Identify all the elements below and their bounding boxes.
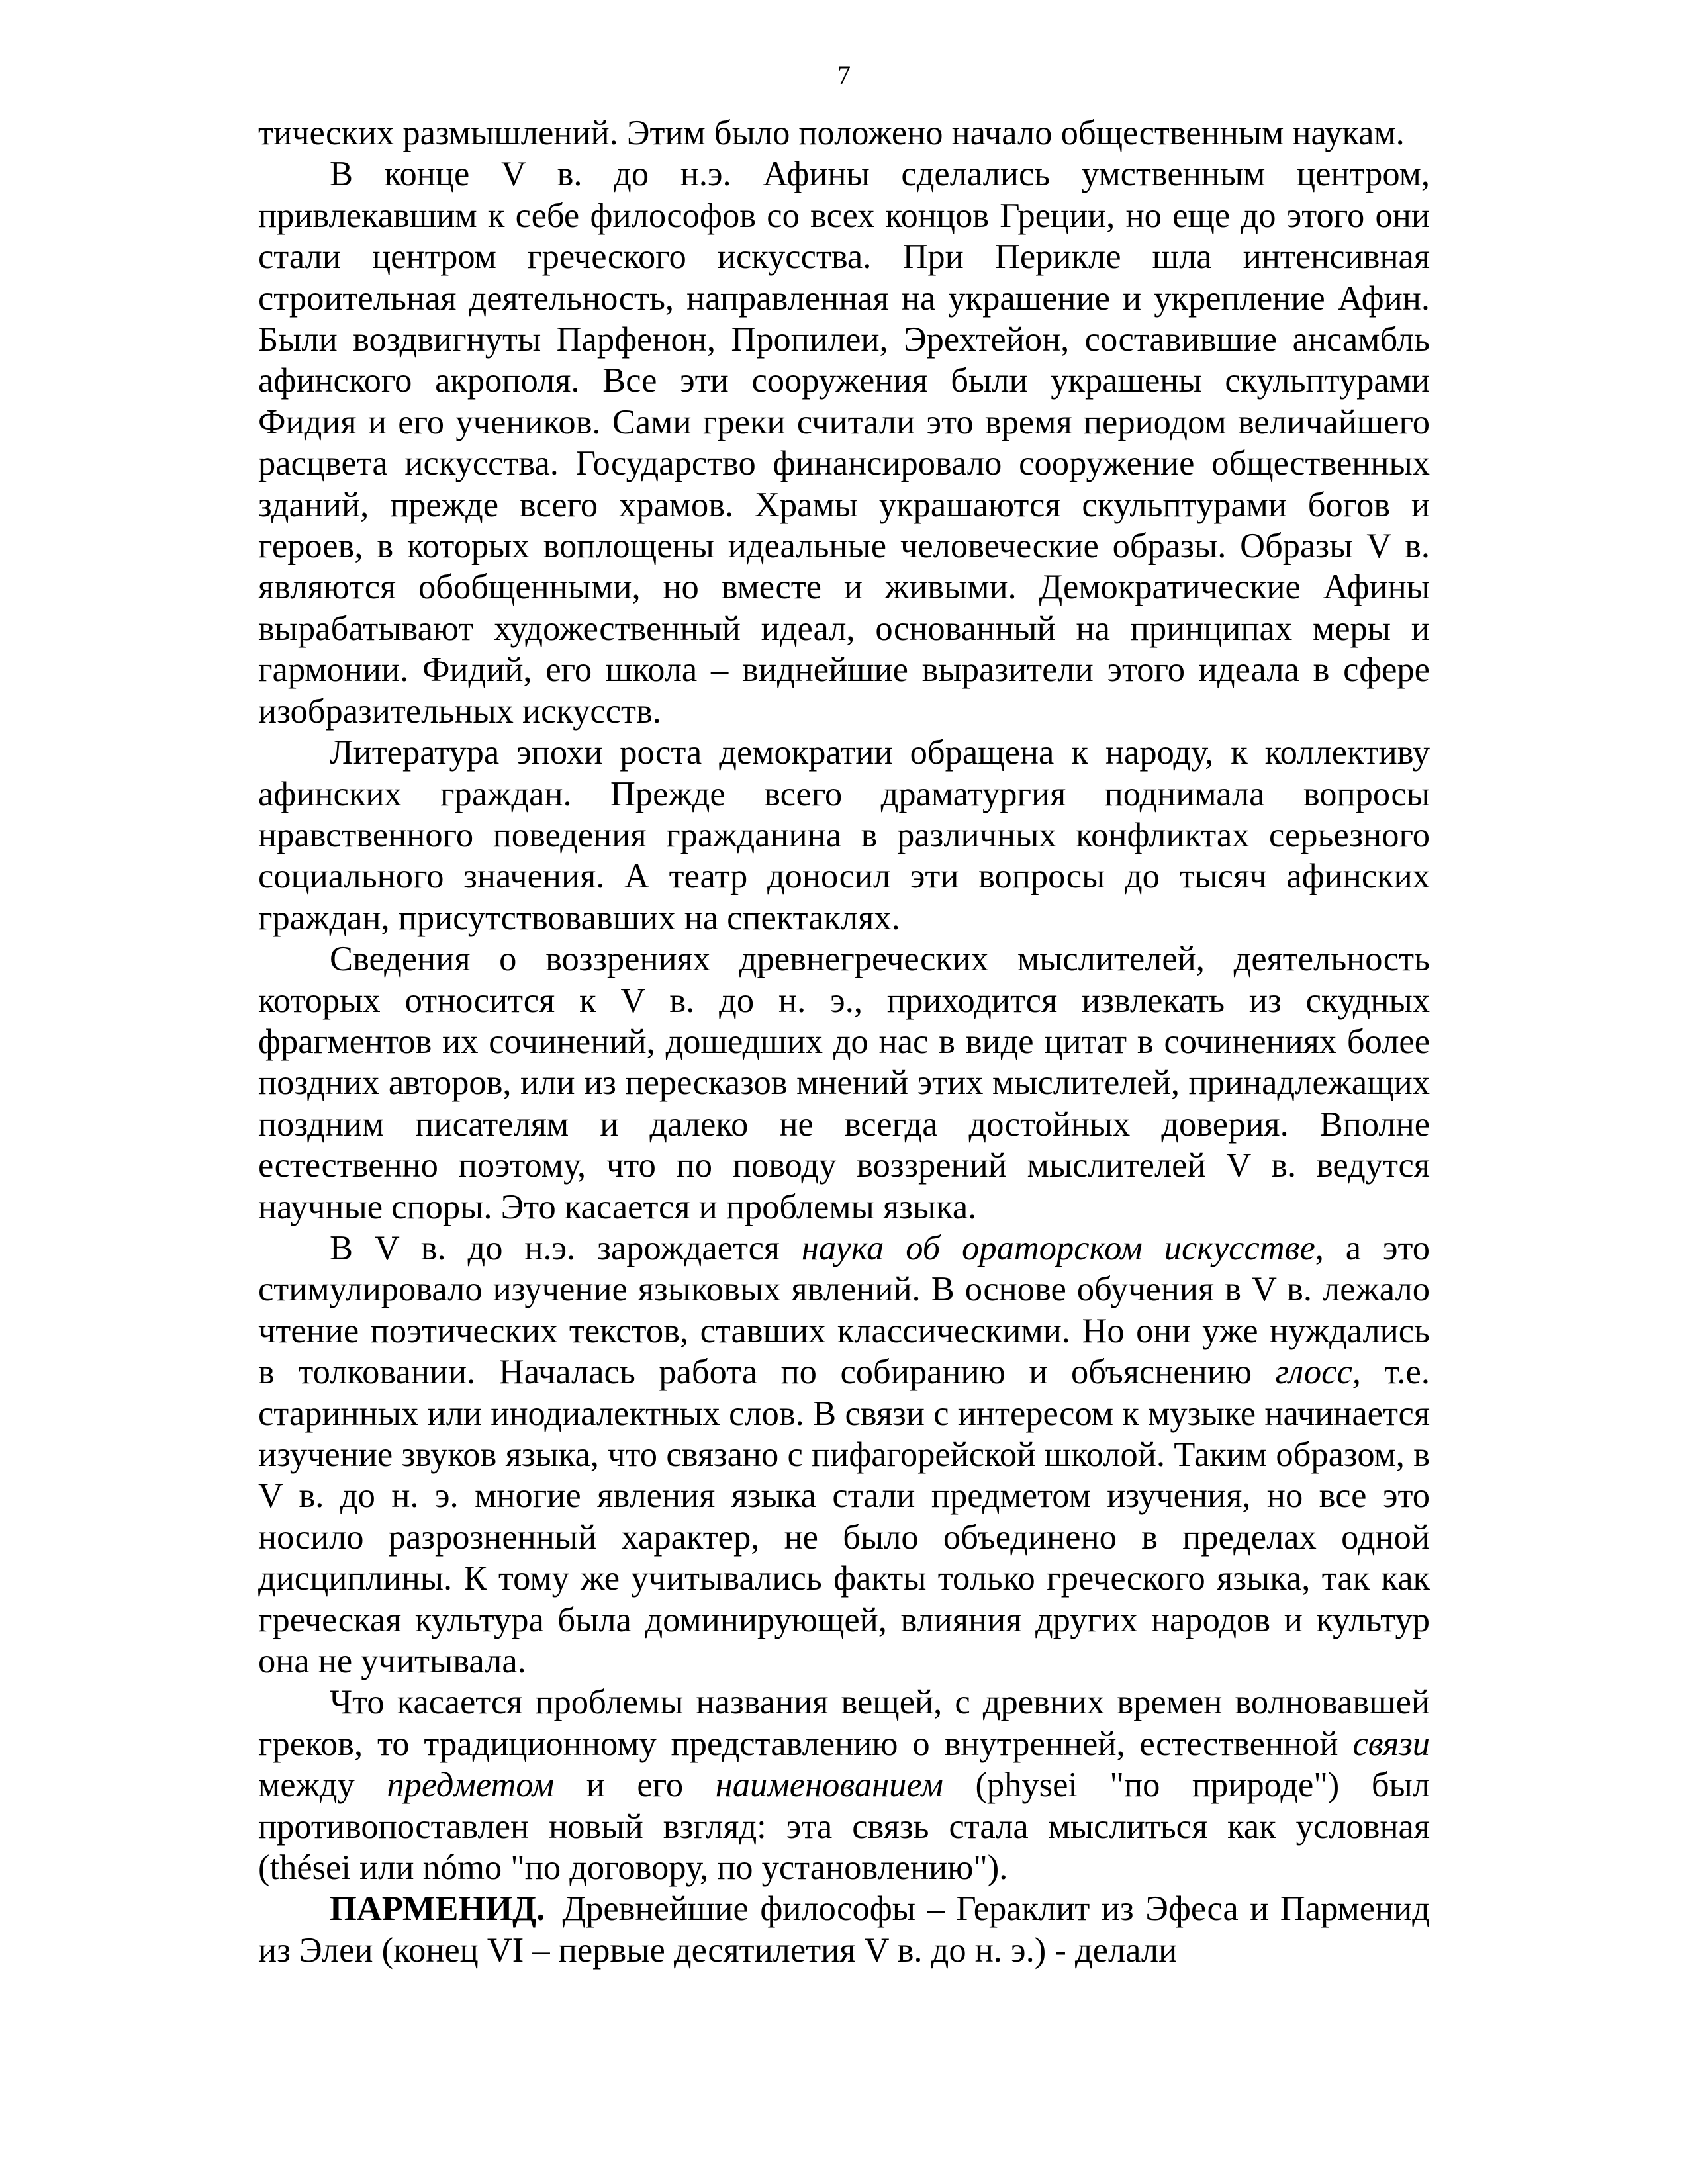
paragraph-text: Древнейшие философы – Гераклит из Эфеса и Парменид из Элеи (конец VI – первые десятилетия V в. до н. э.) - делали	[258, 1889, 1430, 1970]
italic-term-oratory: наука об ораторском искусстве	[801, 1228, 1315, 1267]
paragraph-text: Что касается проблемы названия вещей, с древних времен волновавшей греков, то традиционному представлению о внутренней, естественной	[258, 1683, 1430, 1763]
paragraph-text: Литература эпохи роста демократии обращена к народу, к коллективу афинских граждан. Прежде всего драматургия поднимала вопросы нравственного поведения гражданина в различных конфликтах серьезного социального значения. А театр доносил эти вопросы до тысяч афинских граждан, присутствовавших на спектаклях.	[258, 733, 1430, 937]
paragraph-text: Сведения о воззрениях древнегреческих мыслителей, деятельность которых относится к V в. до н. э., приходится извлекать из скудных фрагментов их сочинений, дошедших до нас в виде цитат в сочинениях более поздних авторов, или из пересказов мнений этих мыслителей, принадлежащих поздним писателям и далеко не всегда достойных доверия. Вполне естественно поэтому, что по поводу воззрений мыслителей V в. ведутся научные споры. Это касается и проблемы языка.	[258, 940, 1430, 1226]
paragraph-oratory	[258, 1228, 1430, 1682]
paragraph-text: тических размышлений. Этим было положено начало общественным наукам.	[258, 114, 1405, 152]
italic-term-connection: связи	[1352, 1724, 1430, 1763]
document-body	[258, 113, 1430, 1971]
paragraph-text: , а это стимулировало изучение языковых явлений. В основе обучения в V в. лежало чтение поэтических текстов, ставших классическими. Но они уже нуждались в толковании. Началась работа по собиранию и объяснению	[258, 1228, 1430, 1392]
section-heading-parmenides: ПАРМЕНИД.	[330, 1889, 545, 1929]
paragraph-parmenides	[258, 1888, 1430, 1971]
italic-term-glosses: глосс,	[1275, 1353, 1361, 1392]
paragraph-continuation	[258, 113, 1430, 154]
paragraph-naming	[258, 1682, 1430, 1888]
italic-term-name: наименованием	[715, 1766, 943, 1805]
paragraph-text: и его	[554, 1766, 716, 1805]
paragraph-athens-art	[258, 154, 1430, 732]
page-number: 7	[837, 60, 851, 90]
paragraph-literature	[258, 732, 1430, 938]
italic-term-object: предметом	[387, 1766, 555, 1805]
paragraph-sources	[258, 938, 1430, 1228]
paragraph-text: т.е. старинных или инодиалектных слов. В связи с интересом к музыке начинается изучение звуков языка, что связано с пифагорейской школой. Таким образом, в V в. до н. э. многие явления языка стали предметом изучения, но все это носило разрозненный характер, не было объединено в пределах одной дисциплины. К тому же учитывались факты только греческого языка, так как греческая культура была доминирующей, влияния других народов и культур она не учитывала.	[258, 1353, 1430, 1681]
paragraph-text: В V в. до н.э. зарождается	[330, 1228, 802, 1267]
paragraph-text: В конце V в. до н.э. Афины сделались умственным центром, привлекавшим к себе философов со всех концов Греции, но еще до этого они стали центром греческого искусства. При Перикле шла интенсивная строительная деятельность, направленная на украшение и укрепление Афин. Были воздвигнуты Парфенон, Пропилеи, Эрехтейон, составившие ансамбль афинского акрополя. Все эти сооружения были украшены скульптурами Фидия и его учеников. Сами греки считали это время периодом величайшего расцвета искусства. Государство финансировало сооружение общественных зданий, прежде всего храмов. Храмы украшаются скульптурами богов и героев, в которых воплощены идеальные человеческие образы. Образы V в. являются обобщенными, но вместе и живыми. Демократические Афины вырабатывают художественный идеал, основанный на принципах меры и гармонии. Фидий, его школа – виднейшие выразители этого идеала в сфере изобразительных искусств.	[258, 155, 1430, 731]
paragraph-text: между	[258, 1766, 387, 1805]
paragraph-text: (physei "по природе") был противопоставлен новый взгляд: эта связь стала мыслиться как условная (thései или nómo "по договору, по установлению").	[258, 1766, 1430, 1888]
